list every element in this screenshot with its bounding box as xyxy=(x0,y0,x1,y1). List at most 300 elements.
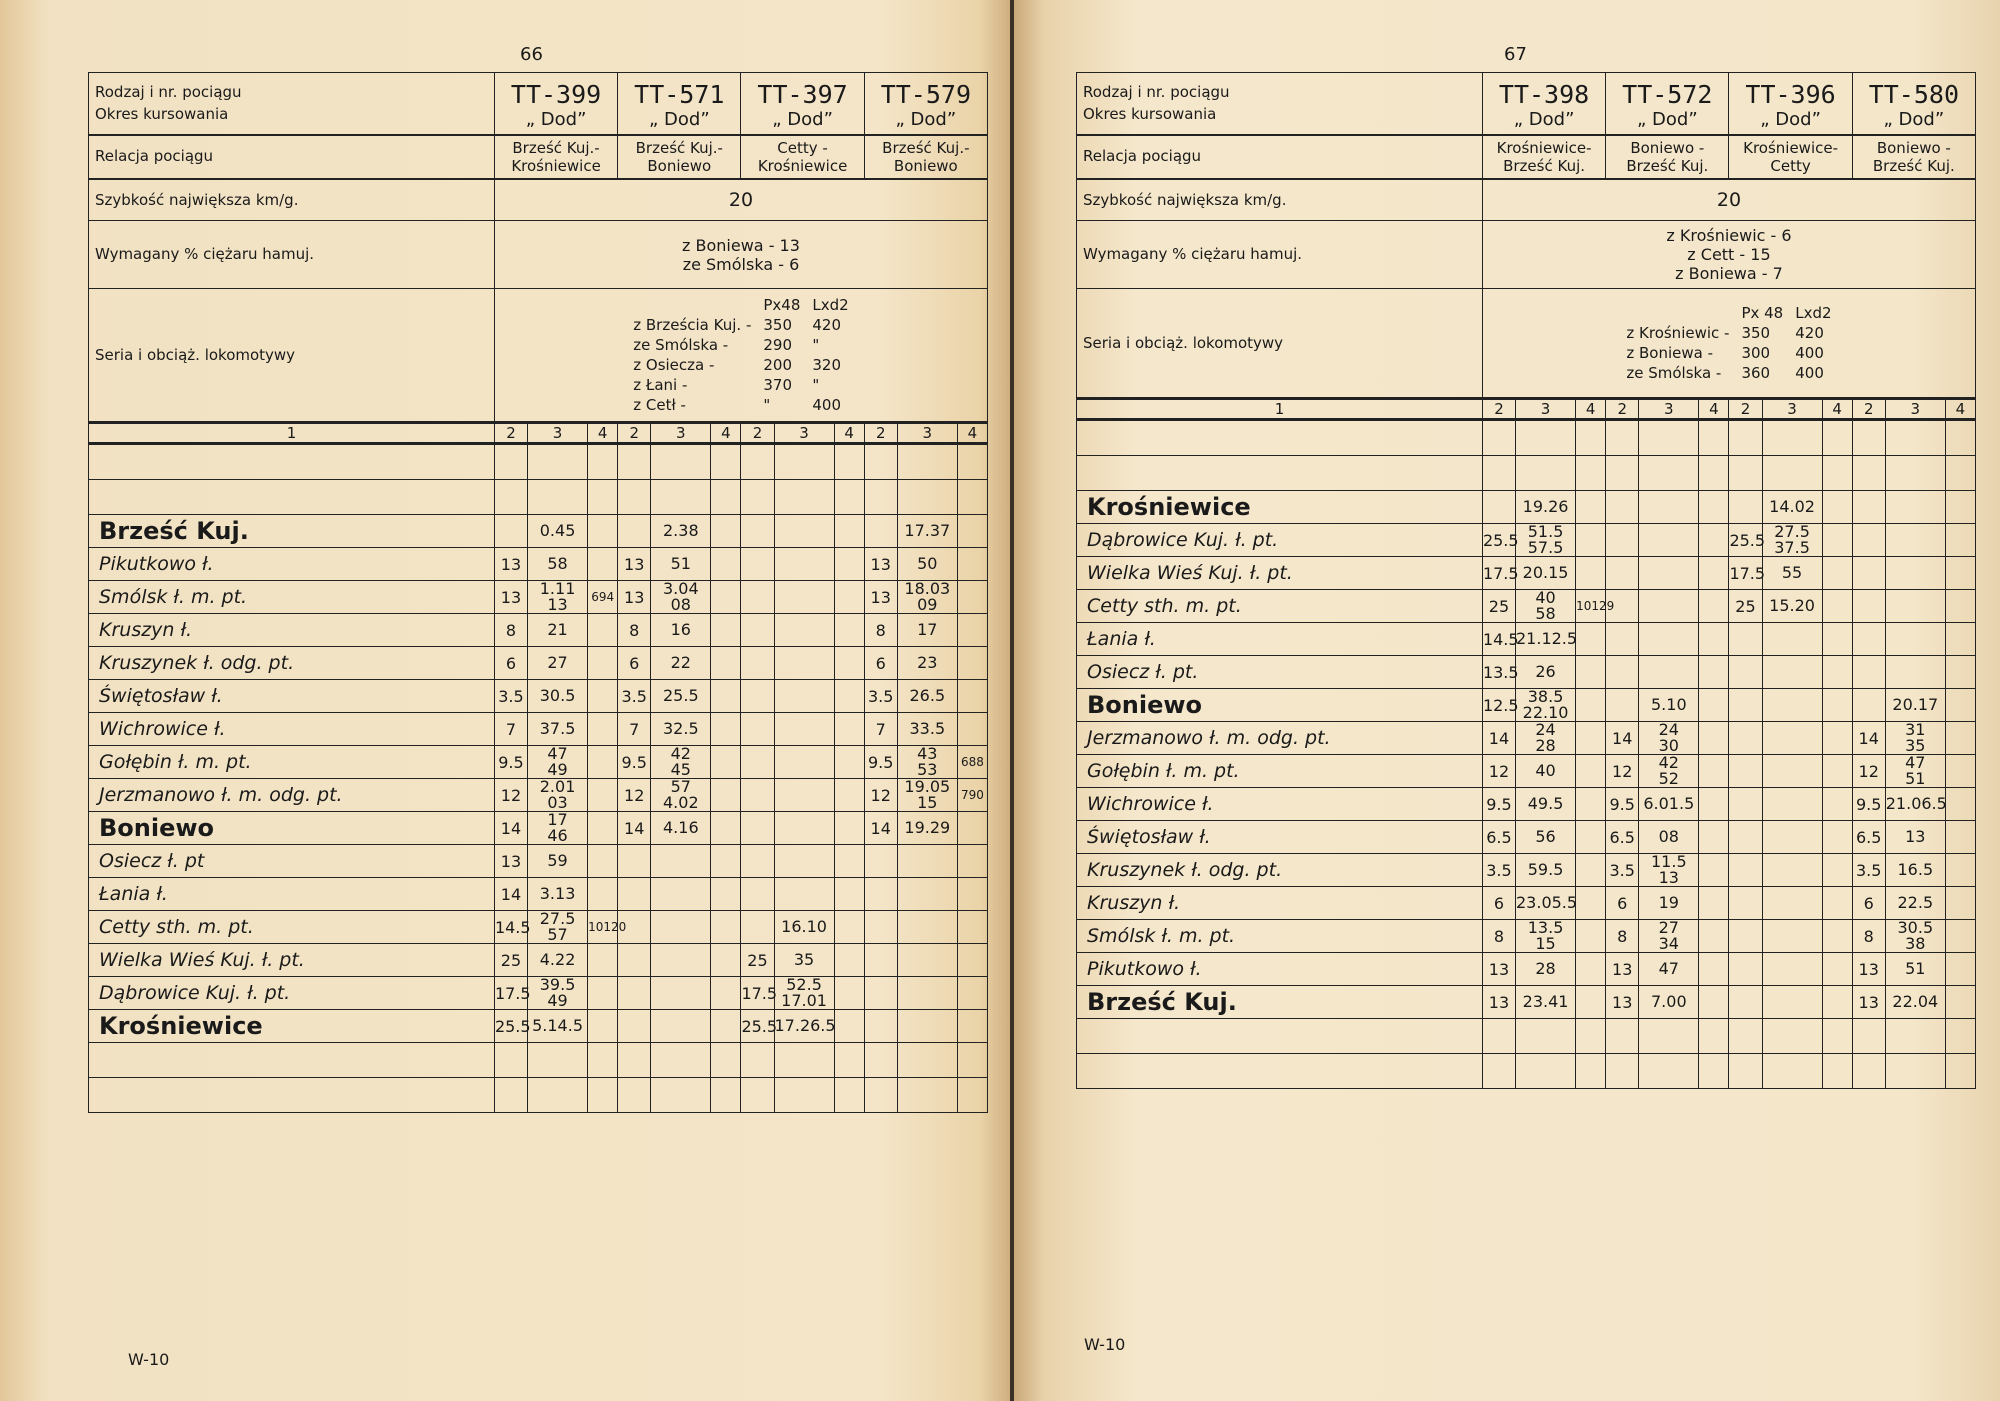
time-value: 2.01 xyxy=(539,777,576,796)
blank-cell xyxy=(711,480,741,515)
load-cell xyxy=(957,878,987,911)
load-cell xyxy=(1576,953,1606,986)
time-cell xyxy=(528,845,588,878)
time-value: 17.01 xyxy=(781,991,827,1010)
distance-cell: 3.5 xyxy=(1606,854,1639,887)
train-period: „ Dod” xyxy=(648,109,710,131)
distance-cell: 7 xyxy=(618,713,651,746)
load-cell xyxy=(1576,689,1606,722)
station-name: Wielka Wieś Kuj. ł. pt. xyxy=(1077,557,1483,590)
distance-cell: 13 xyxy=(618,548,651,581)
distance-cell xyxy=(1729,722,1762,755)
station-row xyxy=(89,746,988,779)
time-value: 58 xyxy=(547,554,568,573)
load-cell xyxy=(834,845,864,878)
blank-cell xyxy=(1945,1019,1975,1054)
time-value: 30.5 xyxy=(1897,918,1934,937)
distance-cell: 13.5 xyxy=(1482,656,1515,689)
blank-cell xyxy=(1822,1019,1852,1054)
loco-cell: 350 xyxy=(1741,324,1771,342)
distance-cell: 6.5 xyxy=(1606,821,1639,854)
distance-cell: 14.5 xyxy=(494,911,527,944)
load-cell xyxy=(1576,491,1606,524)
train-number: TT-572 xyxy=(1622,80,1713,110)
relation-from: Krośniewice- xyxy=(1743,138,1839,157)
time-cell xyxy=(1885,755,1945,788)
time-cell xyxy=(1885,491,1945,524)
relation-from: Brześć Kuj.- xyxy=(635,138,723,157)
blank-cell xyxy=(1639,456,1699,491)
time-value: 13 xyxy=(1658,868,1679,887)
time-value: 5.14.5 xyxy=(532,1016,583,1035)
time-cell xyxy=(897,878,957,911)
distance-cell xyxy=(864,944,897,977)
time-value: 13 xyxy=(547,595,568,614)
distance-cell: 14.5 xyxy=(1482,623,1515,656)
train-number: TT-398 xyxy=(1498,80,1590,110)
station-row xyxy=(1077,788,1976,821)
load-cell xyxy=(588,515,618,548)
relation-label: Relacja pociągu xyxy=(1077,135,1483,179)
distance-cell xyxy=(1729,656,1762,689)
blank-cell xyxy=(1606,1054,1639,1089)
distance-cell xyxy=(741,515,774,548)
time-value: 52.5 xyxy=(786,975,822,994)
distance-cell: 12.5 xyxy=(1482,689,1515,722)
station-row xyxy=(1077,689,1976,722)
blank-cell xyxy=(1699,420,1729,456)
load-cell xyxy=(834,746,864,779)
loco-load-table xyxy=(627,295,854,415)
distance-cell: 3.5 xyxy=(494,680,527,713)
time-value: 21 xyxy=(547,620,568,639)
blank-cell xyxy=(618,444,651,480)
blank-cell xyxy=(1516,420,1576,456)
time-cell xyxy=(897,779,957,812)
load-cell xyxy=(711,812,741,845)
time-value: 17 xyxy=(547,810,568,829)
time-value: 42 xyxy=(670,744,691,763)
load-cell xyxy=(834,680,864,713)
column-number: 2 xyxy=(864,423,897,444)
time-cell xyxy=(774,713,834,746)
blank-cell xyxy=(1699,1054,1729,1089)
blank-cell xyxy=(494,1043,527,1078)
time-cell xyxy=(1639,524,1699,557)
time-value: 3.04 xyxy=(663,579,699,598)
time-value: 4.02 xyxy=(663,793,699,812)
time-cell xyxy=(1885,656,1945,689)
distance-cell xyxy=(1729,986,1762,1019)
relation-to: Brześć Kuj. xyxy=(1503,156,1586,175)
station-name: Kruszynek ł. odg. pt. xyxy=(89,647,495,680)
time-value: 16.5 xyxy=(1897,860,1934,879)
distance-cell xyxy=(618,878,651,911)
train-period: „ Dod” xyxy=(1636,109,1698,131)
time-cell xyxy=(651,581,711,614)
loco-cell: 400 xyxy=(812,396,842,414)
timetable-left xyxy=(88,72,988,1113)
time-value: 49 xyxy=(547,760,568,779)
blank-cell xyxy=(494,1078,527,1113)
loco-label: Seria i obciąż. lokomotywy xyxy=(89,289,495,423)
time-cell xyxy=(651,878,711,911)
time-cell xyxy=(1762,953,1822,986)
time-cell xyxy=(1639,788,1699,821)
column-number: 3 xyxy=(1885,399,1945,420)
time-value: 27 xyxy=(1658,918,1679,937)
distance-cell: 13 xyxy=(494,845,527,878)
blank-cell xyxy=(1482,1054,1515,1089)
time-cell xyxy=(651,515,711,548)
brake-label: Wymagany % ciężaru hamuj. xyxy=(1077,221,1483,289)
distance-cell xyxy=(741,548,774,581)
blank-cell xyxy=(1729,1054,1762,1089)
load-cell xyxy=(1576,524,1606,557)
time-cell xyxy=(651,746,711,779)
relation-from: Brześć Kuj.- xyxy=(882,138,970,157)
train-number-cell xyxy=(1482,73,1605,135)
time-cell xyxy=(774,680,834,713)
blank-cell xyxy=(864,1078,897,1113)
blank-cell xyxy=(834,444,864,480)
time-cell xyxy=(1885,953,1945,986)
load-cell xyxy=(588,647,618,680)
station-row xyxy=(89,1010,988,1043)
time-cell xyxy=(528,515,588,548)
time-value: 4.22 xyxy=(539,950,576,969)
blank-cell xyxy=(1077,420,1483,456)
distance-cell: 12 xyxy=(864,779,897,812)
load-cell xyxy=(1822,557,1852,590)
time-value: 24 xyxy=(1535,720,1556,739)
blank-cell xyxy=(864,1043,897,1078)
period-label-line: Okres kursowania xyxy=(95,105,229,124)
distance-cell: 13 xyxy=(1606,953,1639,986)
blank-cell xyxy=(89,480,495,515)
relation-to: Boniewo xyxy=(893,156,958,175)
column-number: 3 xyxy=(897,423,957,444)
load-cell xyxy=(957,581,987,614)
distance-cell: 9.5 xyxy=(1606,788,1639,821)
distance-cell: 9.5 xyxy=(864,746,897,779)
time-value: 24 xyxy=(1658,720,1679,739)
loco-cell: 320 xyxy=(812,356,842,374)
time-value: 26 xyxy=(1535,662,1556,681)
time-value: 55 xyxy=(1781,563,1803,582)
loco-cell: z Łani - xyxy=(633,376,688,394)
time-cell xyxy=(1762,821,1822,854)
load-cell xyxy=(834,977,864,1010)
time-cell xyxy=(651,1010,711,1043)
load-cell xyxy=(711,713,741,746)
station-row xyxy=(89,779,988,812)
distance-cell: 13 xyxy=(864,548,897,581)
distance-cell xyxy=(864,1010,897,1043)
time-cell xyxy=(651,845,711,878)
time-cell xyxy=(651,680,711,713)
distance-cell xyxy=(741,911,774,944)
max-speed-value: 20 xyxy=(1482,179,1975,221)
column-number: 4 xyxy=(957,423,987,444)
load-cell xyxy=(1822,920,1852,953)
time-cell xyxy=(1516,689,1576,722)
loco-cell: 400 xyxy=(1795,364,1824,382)
time-cell xyxy=(897,515,957,548)
distance-cell: 13 xyxy=(494,548,527,581)
train-period: „ Dod” xyxy=(772,109,833,131)
station-name: Dąbrowice Kuj. ł. pt. xyxy=(89,977,495,1010)
load-cell xyxy=(711,647,741,680)
loco-header-cell: Lxd2 xyxy=(1795,304,1832,322)
station-name: Pikutkowo ł. xyxy=(89,548,495,581)
time-cell xyxy=(897,1010,957,1043)
station-name: Brześć Kuj. xyxy=(89,515,495,548)
blank-cell xyxy=(1729,456,1762,491)
time-cell xyxy=(1639,854,1699,887)
distance-cell: 8 xyxy=(494,614,527,647)
distance-cell xyxy=(741,746,774,779)
distance-cell xyxy=(741,581,774,614)
time-value: 30 xyxy=(1658,736,1679,755)
brake-values xyxy=(494,221,987,289)
load-cell: 694 xyxy=(588,581,618,614)
load-cell xyxy=(588,614,618,647)
blank-cell xyxy=(897,444,957,480)
blank-cell xyxy=(1945,456,1975,491)
load-cell: 10120 xyxy=(588,911,618,944)
distance-cell: 3.5 xyxy=(864,680,897,713)
blank-cell xyxy=(588,1043,618,1078)
time-cell xyxy=(1516,524,1576,557)
train-period: „ Dod” xyxy=(1513,109,1575,131)
load-cell xyxy=(1945,887,1975,920)
page-footer: W-10 xyxy=(1084,1335,1126,1354)
time-cell xyxy=(1885,524,1945,557)
time-cell xyxy=(651,779,711,812)
time-value: 19.29 xyxy=(904,818,951,837)
distance-cell: 6.5 xyxy=(1482,821,1515,854)
load-cell xyxy=(834,1010,864,1043)
time-cell xyxy=(897,581,957,614)
blank-cell xyxy=(1639,1019,1699,1054)
station-row xyxy=(1077,953,1976,986)
station-name: Gołębin ł. m. pt. xyxy=(89,746,495,779)
distance-cell xyxy=(618,845,651,878)
time-value: 21.12.5 xyxy=(1516,629,1578,648)
load-cell xyxy=(1699,788,1729,821)
column-number: 3 xyxy=(1762,399,1822,420)
train-number-cell xyxy=(741,73,864,135)
load-cell xyxy=(834,779,864,812)
distance-cell: 9.5 xyxy=(1852,788,1885,821)
time-cell xyxy=(1639,887,1699,920)
blank-cell xyxy=(1077,456,1483,491)
time-cell xyxy=(897,680,957,713)
load-cell xyxy=(588,977,618,1010)
blank-cell xyxy=(897,1043,957,1078)
distance-cell: 13 xyxy=(618,581,651,614)
load-cell xyxy=(1576,755,1606,788)
distance-cell: 12 xyxy=(618,779,651,812)
time-cell xyxy=(1639,953,1699,986)
load-cell xyxy=(957,614,987,647)
distance-cell xyxy=(1729,920,1762,953)
distance-cell: 6 xyxy=(494,647,527,680)
load-cell xyxy=(1945,986,1975,1019)
time-value: 45 xyxy=(670,760,691,779)
station-row xyxy=(1077,854,1976,887)
load-cell xyxy=(1945,821,1975,854)
station-name: Cetty sth. m. pt. xyxy=(89,911,495,944)
time-cell xyxy=(1885,557,1945,590)
station-name: Łania ł. xyxy=(1077,623,1483,656)
time-value: 58 xyxy=(1535,604,1556,623)
loco-header-cell: Px48 xyxy=(763,296,801,314)
time-cell xyxy=(1639,986,1699,1019)
station-row xyxy=(1077,920,1976,953)
station-name: Wichrowice ł. xyxy=(89,713,495,746)
load-cell xyxy=(1699,623,1729,656)
distance-cell: 17.5 xyxy=(494,977,527,1010)
distance-cell: 14 xyxy=(1852,722,1885,755)
blank-cell xyxy=(1639,1054,1699,1089)
load-cell xyxy=(1945,491,1975,524)
load-cell xyxy=(957,647,987,680)
time-cell xyxy=(528,746,588,779)
station-name: Świętosław ł. xyxy=(89,680,495,713)
time-value: 43 xyxy=(917,744,938,763)
blank-cell xyxy=(957,480,987,515)
distance-cell: 12 xyxy=(494,779,527,812)
load-cell xyxy=(1576,920,1606,953)
load-cell xyxy=(588,548,618,581)
loco-cell: ze Smólska - xyxy=(633,336,729,354)
time-cell xyxy=(1762,590,1822,623)
distance-cell: 14 xyxy=(494,878,527,911)
distance-cell xyxy=(1852,656,1885,689)
load-cell xyxy=(834,911,864,944)
train-relation xyxy=(1482,135,1605,179)
time-value: 22.10 xyxy=(1522,703,1569,722)
station-name: Jerzmanowo ł. m. odg. pt. xyxy=(89,779,495,812)
station-row xyxy=(1077,887,1976,920)
time-value: 59.5 xyxy=(1527,860,1564,879)
train-number: TT-579 xyxy=(880,80,971,110)
blank-cell xyxy=(651,1043,711,1078)
train-relation xyxy=(864,135,987,179)
time-value: 38.5 xyxy=(1527,687,1564,706)
distance-cell: 6 xyxy=(618,647,651,680)
time-cell xyxy=(1639,623,1699,656)
distance-cell xyxy=(741,812,774,845)
time-cell xyxy=(528,581,588,614)
time-value: 11.5 xyxy=(1651,852,1687,871)
blank-cell xyxy=(711,1043,741,1078)
loco-cell: 420 xyxy=(812,316,842,334)
distance-cell xyxy=(1852,590,1885,623)
time-value: 14.02 xyxy=(1769,497,1815,516)
time-cell xyxy=(897,713,957,746)
blank-cell xyxy=(1852,1019,1885,1054)
time-cell xyxy=(1885,854,1945,887)
max-speed-value: 20 xyxy=(494,179,987,221)
distance-cell xyxy=(741,614,774,647)
train-relation xyxy=(1606,135,1729,179)
time-value: 5.10 xyxy=(1651,695,1687,714)
station-row xyxy=(1077,557,1976,590)
distance-cell: 14 xyxy=(494,812,527,845)
load-cell xyxy=(711,845,741,878)
column-number: 1 xyxy=(1077,399,1483,420)
blank-cell xyxy=(1482,1019,1515,1054)
time-cell xyxy=(897,845,957,878)
distance-cell xyxy=(864,977,897,1010)
load-cell xyxy=(1945,689,1975,722)
load-cell xyxy=(711,779,741,812)
time-value: 23.41 xyxy=(1522,992,1569,1011)
load-cell xyxy=(1699,656,1729,689)
load-cell xyxy=(834,944,864,977)
brake-line: z Boniewa - 7 xyxy=(1675,264,1783,283)
load-cell xyxy=(957,713,987,746)
time-cell xyxy=(1639,656,1699,689)
time-value: 15.20 xyxy=(1769,596,1815,615)
relation-to: Brześć Kuj. xyxy=(1872,156,1955,175)
blank-cell xyxy=(588,1078,618,1113)
time-cell xyxy=(1885,887,1945,920)
blank-cell xyxy=(1822,1054,1852,1089)
loco-header-cell: Lxd2 xyxy=(812,296,849,314)
blank-cell xyxy=(618,1043,651,1078)
time-value: 08 xyxy=(1658,827,1679,846)
time-cell xyxy=(1516,854,1576,887)
distance-cell xyxy=(1729,854,1762,887)
distance-cell xyxy=(864,911,897,944)
distance-cell xyxy=(864,845,897,878)
time-cell xyxy=(1639,920,1699,953)
load-cell xyxy=(1699,854,1729,887)
time-cell xyxy=(774,746,834,779)
time-value: 28 xyxy=(1535,736,1556,755)
time-cell xyxy=(1516,623,1576,656)
column-number: 4 xyxy=(834,423,864,444)
distance-cell: 3.5 xyxy=(1852,854,1885,887)
train-relation xyxy=(741,135,864,179)
time-cell xyxy=(1762,524,1822,557)
train-number-cell xyxy=(1606,73,1729,135)
column-number: 4 xyxy=(588,423,618,444)
load-cell xyxy=(711,878,741,911)
distance-cell xyxy=(1729,755,1762,788)
distance-cell xyxy=(494,515,527,548)
blank-cell xyxy=(1516,1054,1576,1089)
column-number: 4 xyxy=(1699,399,1729,420)
train-kind-label-line: Rodzaj i nr. pociągu xyxy=(1083,82,1230,101)
time-cell xyxy=(528,878,588,911)
distance-cell: 25.5 xyxy=(1482,524,1515,557)
load-cell xyxy=(834,878,864,911)
time-cell xyxy=(528,713,588,746)
station-name: Wielka Wieś Kuj. ł. pt. xyxy=(89,944,495,977)
column-number: 1 xyxy=(89,423,495,444)
time-cell xyxy=(651,911,711,944)
train-period: „ Dod” xyxy=(1883,109,1945,131)
time-cell xyxy=(897,911,957,944)
blank-cell xyxy=(864,480,897,515)
time-value: 50 xyxy=(917,554,938,573)
load-cell xyxy=(1822,788,1852,821)
